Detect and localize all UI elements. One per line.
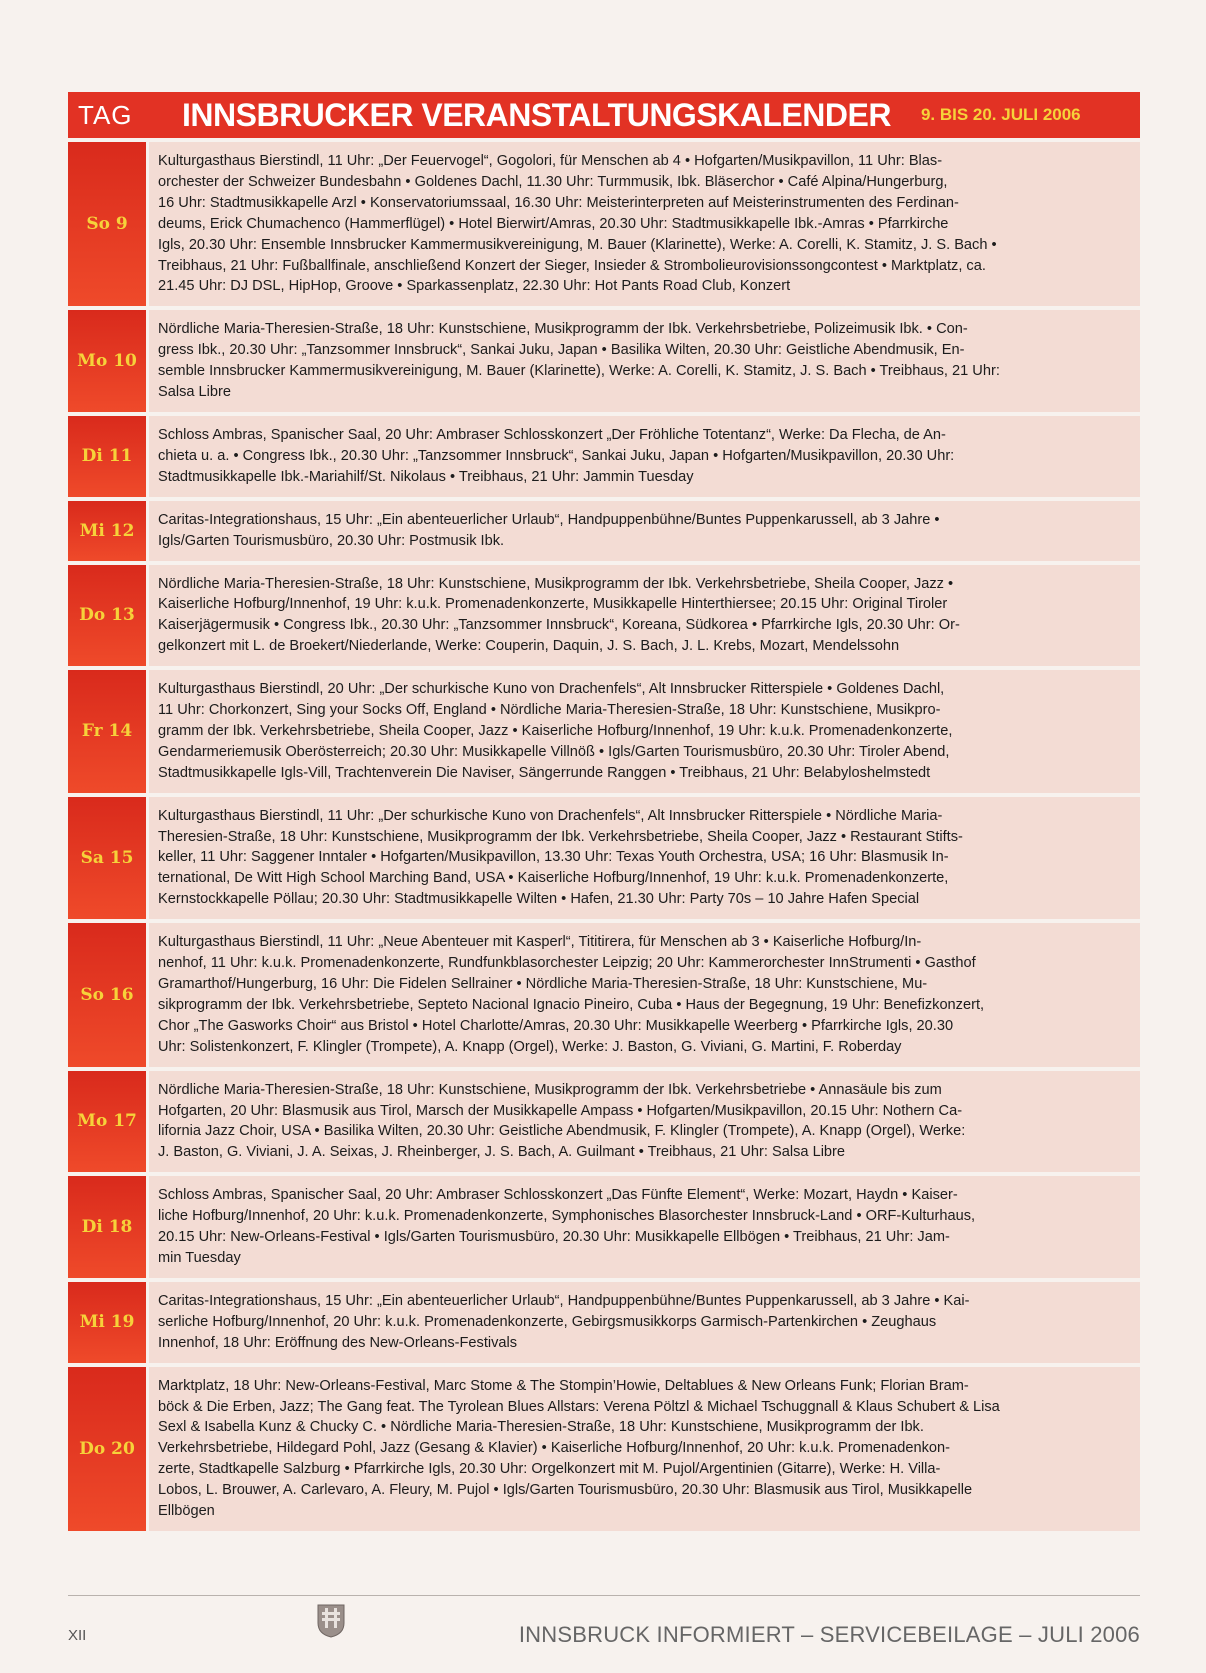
day-row (68, 670, 1140, 793)
day-row (68, 797, 1140, 920)
day-label: Fr 14 (68, 670, 146, 793)
footer-divider (68, 1595, 1140, 1596)
day-label: Di 18 (68, 1176, 146, 1278)
day-events: Kulturgasthaus Bierstindl, 11 Uhr: „Der Feuervogel“, Gogolori, für Menschen ab 4 • Hofgarten/Musikpavillon, 11 Uhr: Blas- orchester der Schweizer Bundesbahn • Goldenes Dachl, 11.30 Uhr: Turmmusik, Ibk. Bläserchor • Café Alpina/Hungerburg, 16 Uhr: Stadtmusikkapelle Arzl • Konservatoriumssaal, 16.30 Uhr: Meisterinterpreten auf Meisterinstrumenten des Ferdinan- deums, Erick Chumachenco (Hammerflügel) • Hotel Bierwirt/Amras, 20.30 Uhr: Stadtmusikkapelle Ibk.-Amras • Pfarrkirche Igls, 20.30 Uhr: Ensemble Innsbrucker Kammermusikvereinigung, M. Bauer (Klarinette), Werke: A. Corelli, K. Stamitz, J. S. Bach • Treibhaus, 21 Uhr: Fußballfinale, anschließend Konzert der Sieger, Insieder & Strombolieurovisionssongcontest • Marktplatz, ca. 21.45 Uhr: DJ DSL, HipHop, Groove • Sparkassenplatz, 22.30 Uhr: Hot Pants Road Club, Konzert (149, 142, 1140, 306)
page-number: XII (68, 1627, 87, 1644)
day-row (68, 1071, 1140, 1173)
day-row (68, 1282, 1140, 1363)
day-label: Di 11 (68, 416, 146, 497)
day-label: Mo 10 (68, 310, 146, 412)
day-label: Do 20 (68, 1367, 146, 1531)
day-row (68, 416, 1140, 497)
day-label: Do 13 (68, 565, 146, 667)
day-row (68, 501, 1140, 561)
day-events: Nördliche Maria-Theresien-Straße, 18 Uhr: Kunstschiene, Musikprogramm der Ibk. Verkehrsbetriebe • Annasäule bis zum Hofgarten, 20 Uhr: Blasmusik aus Tirol, Marsch der Musikkapelle Ampass • Hofgarten/Musikpavillon, 20.15 Uhr: Nothern Ca- lifornia Jazz Choir, USA • Basilika Wilten, 20.30 Uhr: Geistliche Abendmusik, F. Klingler (Trompete), A. Knapp (Orgel), Werke: J. Baston, G. Viviani, J. A. Seixas, J. Rheinberger, J. S. Bach, A. Guilmant • Treibhaus, 21 Uhr: Salsa Libre (149, 1071, 1140, 1173)
calendar-page (68, 92, 1140, 1531)
header-dates: 9. BIS 20. JULI 2006 (920, 105, 1081, 124)
header-tag: TAG (78, 99, 133, 130)
footer-title: INNSBRUCK INFORMIERT – SERVICEBEILAGE – JULI 2006 (518, 1622, 1140, 1647)
day-row (68, 565, 1140, 667)
day-label: Mo 17 (68, 1071, 146, 1173)
day-events: Marktplatz, 18 Uhr: New-Orleans-Festival, Marc Stome & The Stompin’Howie, Deltablues & New Orleans Funk; Florian Bram- böck & Die Erben, Jazz; The Gang feat. The Tyrolean Blues Allstars: Verena Pöltzl & Michael Tschuggnall & Klaus Schubert & Lisa Sexl & Isabella Kunz & Chucky C. • Nördliche Maria-Theresien-Straße, 18 Uhr: Kunstschiene, Musikprogramm der Ibk. Verkehrsbetriebe, Hildegard Pohl, Jazz (Gesang & Klavier) • Kaiserliche Hofburg/Innenhof, 20 Uhr: k.u.k. Promenadenkon- zerte, Stadtkapelle Salzburg • Pfarrkirche Igls, 20.30 Uhr: Orgelkonzert mit M. Pujol/Argentinien (Gitarre), Werke: H. Villa- Lobos, L. Brouwer, A. Carlevaro, A. Fleury, M. Pujol • Igls/Garten Tourismusbüro, 20.30 Uhr: Blasmusik aus Tirol, Musikkapelle Ellbögen (149, 1367, 1140, 1531)
day-label: So 9 (68, 142, 146, 306)
day-events: Caritas-Integrationshaus, 15 Uhr: „Ein abenteuerlicher Urlaub“, Handpuppenbühne/Buntes Puppenkarussell, ab 3 Jahre • Kai- serliche Hofburg/Innenhof, 20 Uhr: k.u.k. Promenadenkonzerte, Gebirgsmusikkorps Garmisch-Partenkirchen • Zeughaus Innenhof, 18 Uhr: Eröffnung des New-Orleans-Festivals (149, 1282, 1140, 1363)
day-events: Caritas-Integrationshaus, 15 Uhr: „Ein abenteuerlicher Urlaub“, Handpuppenbühne/Buntes Puppenkarussell, ab 3 Jahre • Igls/Garten Tourismusbüro, 20.30 Uhr: Postmusik Ibk. (149, 501, 1140, 561)
day-events: Schloss Ambras, Spanischer Saal, 20 Uhr: Ambraser Schlosskonzert „Der Fröhliche Totentanz“, Werke: Da Flecha, de An- chieta u. a. • Congress Ibk., 20.30 Uhr: „Tanzsommer Innsbruck“, Sankai Juku, Japan • Hofgarten/Musikpavillon, 20.30 Uhr: Stadtmusikkapelle Ibk.-Mariahilf/St. Nikolaus • Treibhaus, 21 Uhr: Jammin Tuesday (149, 416, 1140, 497)
day-label: Mi 19 (68, 1282, 146, 1363)
day-row (68, 310, 1140, 412)
header-title: INNSBRUCKER VERANSTALTUNGSKALENDER (182, 96, 891, 133)
day-label: So 16 (68, 923, 146, 1066)
day-row (68, 142, 1140, 306)
day-row (68, 923, 1140, 1066)
day-events: Kulturgasthaus Bierstindl, 20 Uhr: „Der schurkische Kuno von Drachenfels“, Alt Innsbrucker Ritterspiele • Goldenes Dachl, 11 Uhr: Chorkonzert, Sing your Socks Off, England • Nördliche Maria-Theresien-Straße, 18 Uhr: Kunstschiene, Musikpro- gramm der Ibk. Verkehrsbetriebe, Sheila Cooper, Jazz • Kaiserliche Hofburg/Innenhof, 19 Uhr: k.u.k. Promenadenkonzerte, Gendarmeriemusik Oberösterreich; 20.30 Uhr: Musikkapelle Villnöß • Igls/Garten Tourismusbüro, 20.30 Uhr: Tiroler Abend, Stadtmusikkapelle Igls-Vill, Trachtenverein Die Naviser, Sängerrunde Ranggen • Treibhaus, 21 Uhr: Belabyloshelmstedt (149, 670, 1140, 793)
day-events: Nördliche Maria-Theresien-Straße, 18 Uhr: Kunstschiene, Musikprogramm der Ibk. Verkehrsbetriebe, Polizeimusik Ibk. • Con- gress Ibk., 20.30 Uhr: „Tanzsommer Innsbruck“, Sankai Juku, Japan • Basilika Wilten, 20.30 Uhr: Geistliche Abendmusik, En- semble Innsbrucker Kammermusikvereinigung, M. Bauer (Klarinette), Werke: A. Corelli, K. Stamitz, J. S. Bach • Treibhaus, 21 Uhr: Salsa Libre (149, 310, 1140, 412)
day-events: Kulturgasthaus Bierstindl, 11 Uhr: „Neue Abenteuer mit Kasperl“, Tititirera, für Menschen ab 3 • Kaiserliche Hofburg/In- nenhof, 11 Uhr: k.u.k. Promenadenkonzerte, Rundfunkblasorchester Leipzig; 20 Uhr: Kammerorchester InnStrumenti • Gasthof Gramarthof/Hungerburg, 16 Uhr: Die Fidelen Sellrainer • Nördliche Maria-Theresien-Straße, 18 Uhr: Kunstschiene, Mu- sikprogramm der Ibk. Verkehrsbetriebe, Septeto Nacional Ignacio Pineiro, Cuba • Haus der Begegnung, 19 Uhr: Benefizkonzert, Chor „The Gasworks Choir“ aus Bristol • Hotel Charlotte/Amras, 20.30 Uhr: Musikkapelle Weerberg • Pfarrkirche Igls, 20.30 Uhr: Solistenkonzert, F. Klingler (Trompete), A. Knapp (Orgel), Werke: J. Baston, G. Viviani, G. Martini, F. Roberday (149, 923, 1140, 1066)
day-label: Sa 15 (68, 797, 146, 920)
day-events: Nördliche Maria-Theresien-Straße, 18 Uhr: Kunstschiene, Musikprogramm der Ibk. Verkehrsbetriebe, Sheila Cooper, Jazz • Kaiserliche Hofburg/Innenhof, 19 Uhr: k.u.k. Promenadenkonzerte, Musikkapelle Hinterthiersee; 20.15 Uhr: Original Tiroler Kaiserjägermusik • Congress Ibk., 20.30 Uhr: „Tanzsommer Innsbruck“, Koreana, Südkorea • Pfarrkirche Igls, 20.30 Uhr: Or- gelkonzert mit L. de Broekert/Niederlande, Werke: Couperin, Daquin, J. S. Bach, J. L. Krebs, Mozart, Mendelssohn (149, 565, 1140, 667)
day-row (68, 1176, 1140, 1278)
calendar-header (68, 92, 1140, 138)
day-events: Kulturgasthaus Bierstindl, 11 Uhr: „Der schurkische Kuno von Drachenfels“, Alt Innsbrucker Ritterspiele • Nördliche Maria- Theresien-Straße, 18 Uhr: Kunstschiene, Musikprogramm der Ibk. Verkehrsbetriebe, Sheila Cooper, Jazz • Restaurant Stifts- keller, 11 Uhr: Saggener Inntaler • Hofgarten/Musikpavillon, 13.30 Uhr: Texas Youth Orchestra, USA; 16 Uhr: Blasmusik In- ternational, De Witt High School Marching Band, USA • Kaiserliche Hofburg/Innenhof, 19 Uhr: k.u.k. Promenadenkonzerte, Kernstockkapelle Pöllau; 20.30 Uhr: Stadtmusikkapelle Wilten • Hafen, 21.30 Uhr: Party 70s – 10 Jahre Hafen Special (149, 797, 1140, 920)
day-label: Mi 12 (68, 501, 146, 561)
innsbruck-coat-of-arms-icon (316, 1603, 346, 1644)
day-row (68, 1367, 1140, 1531)
day-events: Schloss Ambras, Spanischer Saal, 20 Uhr: Ambraser Schlosskonzert „Das Fünfte Element“, Werke: Mozart, Haydn • Kaiser- liche Hofburg/Innenhof, 20 Uhr: k.u.k. Promenadenkonzerte, Symphonisches Blasorchester Innsbruck-Land • ORF-Kulturhaus, 20.15 Uhr: New-Orleans-Festival • Igls/Garten Tourismusbüro, 20.30 Uhr: Musikkapelle Ellbögen • Treibhaus, 21 Uhr: Jam- min Tuesday (149, 1176, 1140, 1278)
